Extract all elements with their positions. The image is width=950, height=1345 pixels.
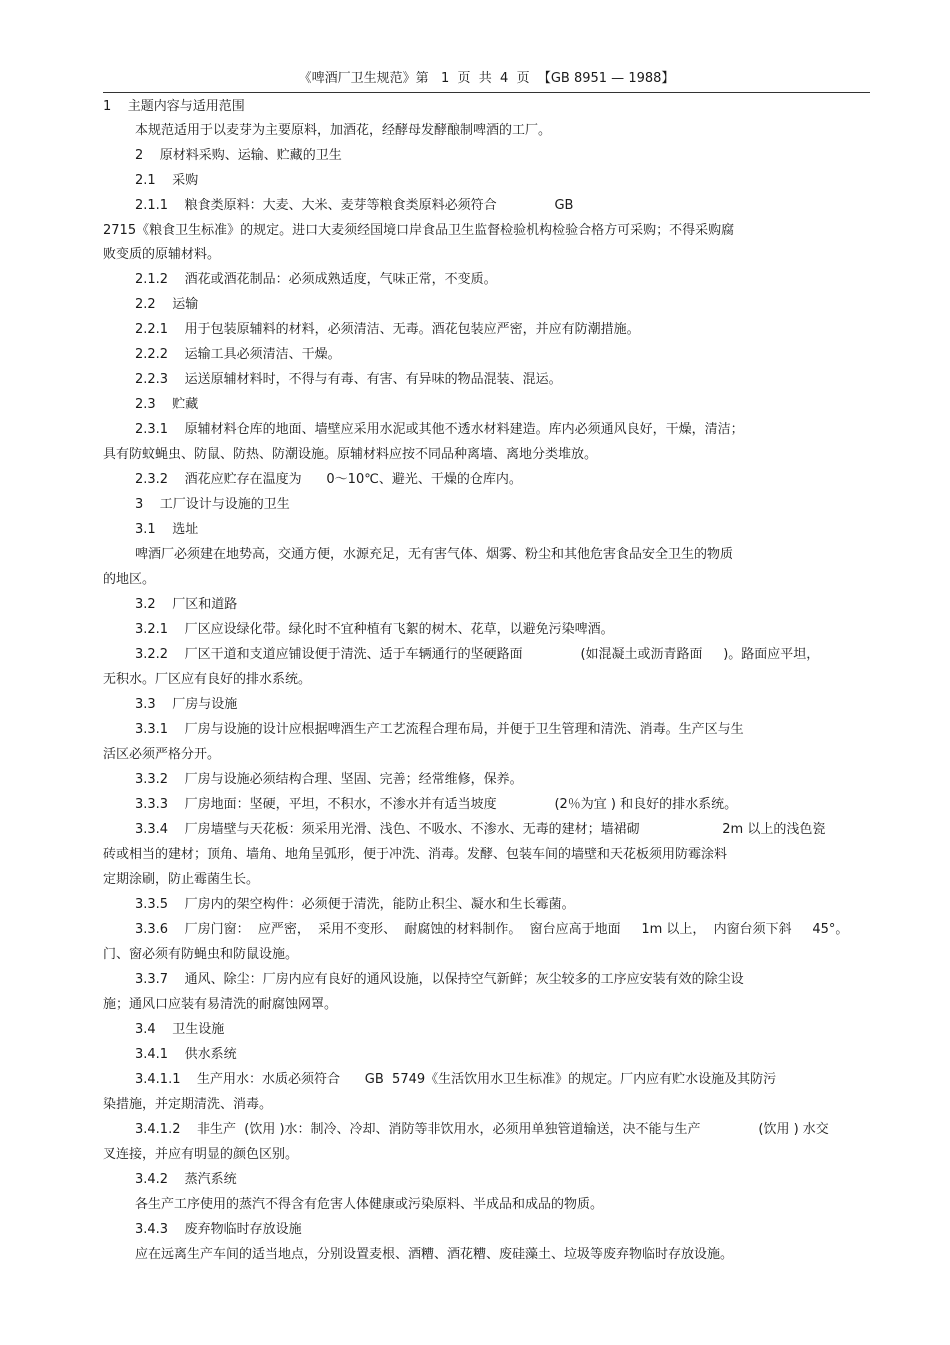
text-line: 染措施，并定期清洗、消毒。 bbox=[103, 1097, 273, 1112]
text-line: 应在远离生产车间的适当地点，分别设置麦根、酒糟、酒花糟、废硅藻土、垃圾等废弃物临时存放设施。 bbox=[135, 1247, 734, 1262]
text-line: 3.2.2 厂区干道和支道应铺设便于清洗、适于车辆通行的坚硬路面 (如混凝土或沥青路面 )。路面应平坦， bbox=[135, 647, 820, 662]
text-line: 2.2.3 运送原辅材料时，不得与有毒、有害、有异味的物品混装、混运。 bbox=[135, 372, 562, 387]
text-line: 2 原材料采购、运输、贮藏的卫生 bbox=[135, 148, 342, 163]
text-line: 无积水。厂区应有良好的排水系统。 bbox=[103, 672, 312, 687]
text-line: 门、窗必须有防蝇虫和防鼠设施。 bbox=[103, 947, 299, 962]
text-line: 活区必须严格分开。 bbox=[103, 747, 221, 762]
text-line: 3 工厂设计与设施的卫生 bbox=[135, 497, 290, 512]
text-line: 3.3 厂房与设施 bbox=[135, 697, 238, 712]
text-line: 3.4.1 供水系统 bbox=[135, 1047, 237, 1062]
text-line: 具有防蚊蝇虫、防鼠、防热、防潮设施。原辅材料应按不同品种离墙、离地分类堆放。 bbox=[103, 447, 598, 462]
text-line: 定期涂刷，防止霉菌生长。 bbox=[103, 872, 260, 887]
text-line: 3.3.7 通风、除尘：厂房内应有良好的通风设施，以保持空气新鲜；灰尘较多的工序应安装有效的除尘设 bbox=[135, 972, 744, 987]
text-line: 1 主题内容与适用范围 bbox=[103, 99, 245, 114]
page-header: 《啤酒厂卫生规范》第 1 页 共 4 页 【GB 8951 — 1988】 bbox=[298, 71, 675, 86]
header-rule bbox=[103, 92, 870, 93]
text-line: 2.3 贮藏 bbox=[135, 397, 199, 412]
text-line: 3.3.3 厂房地面：坚硬，平坦，不积水，不渗水并有适当坡度 (2％为宜 ) 和良好的排水系统。 bbox=[135, 797, 738, 812]
text-line: 叉连接，并应有明显的颜色区别。 bbox=[103, 1147, 299, 1162]
text-line: 3.3.1 厂房与设施的设计应根据啤酒生产工艺流程合理布局，并便于卫生管理和清洗、消毒。生产区与生 bbox=[135, 722, 744, 737]
text-line: 本规范适用于以麦芽为主要原料，加酒花，经酵母发酵酿制啤酒的工厂。 bbox=[135, 123, 552, 138]
text-line: 3.3.5 厂房内的架空构件：必须便于清洗，能防止积尘、凝水和生长霉菌。 bbox=[135, 897, 575, 912]
text-line: 2.2.1 用于包装原辅料的材料，必须清洁、无毒。酒花包装应严密，并应有防潮措施。 bbox=[135, 322, 640, 337]
text-line: 2.2 运输 bbox=[135, 297, 199, 312]
text-line: 砖或相当的建材；顶角、墙角、地角呈弧形，便于冲洗、消毒。发酵、包装车间的墙壁和天花板须用防霉涂料 bbox=[103, 847, 728, 862]
text-line: 各生产工序使用的蒸汽不得含有危害人体健康或污染原料、半成品和成品的物质。 bbox=[135, 1197, 604, 1212]
text-line: 3.4.1.2 非生产 (饮用 )水：制冷、冷却、消防等非饮用水，必须用单独管道输送，决不能与生产 (饮用 ) 水交 bbox=[135, 1122, 829, 1137]
text-line: 3.4 卫生设施 bbox=[135, 1022, 225, 1037]
text-line: 施；通风口应装有易清洗的耐腐蚀网罩。 bbox=[103, 997, 338, 1012]
text-line: 3.3.4 厂房墙壁与天花板：须采用光滑、浅色、不吸水、不渗水、无毒的建材；墙裙砌 2m 以上的浅色瓷 bbox=[135, 822, 826, 837]
text-line: 2.3.2 酒花应贮存在温度为 0～10℃、避光、干燥的仓库内。 bbox=[135, 472, 522, 487]
text-line: 3.1 选址 bbox=[135, 522, 199, 537]
text-line: 2.1.2 酒花或酒花制品：必须成熟适度，气味正常，不变质。 bbox=[135, 272, 497, 287]
text-line: 的地区。 bbox=[103, 572, 156, 587]
text-line: 败变质的原辅材料。 bbox=[103, 247, 221, 262]
text-line: 3.4.2 蒸汽系统 bbox=[135, 1172, 237, 1187]
text-line: 2715《粮食卫生标准》的规定。进口大麦须经国境口岸食品卫生监督检验机构检验合格方可采购；不得采购腐 bbox=[103, 223, 735, 238]
text-line: 3.4.3 废弃物临时存放设施 bbox=[135, 1222, 302, 1237]
text-line: 2.1.1 粮食类原料：大麦、大米、麦芽等粮食类原料必须符合 GB bbox=[135, 198, 574, 213]
text-line: 3.2 厂区和道路 bbox=[135, 597, 238, 612]
text-line: 2.3.1 原辅材料仓库的地面、墙壁应采用水泥或其他不透水材料建造。库内必须通风良好，干燥，清洁； bbox=[135, 422, 744, 437]
text-line: 2.2.2 运输工具必须清洁、干燥。 bbox=[135, 347, 341, 362]
text-line: 3.3.6 厂房门窗： 应严密， 采用不变形、 耐腐蚀的材料制作。 窗台应高于地面 1m 以上， 内窗台须下斜 45°。 bbox=[135, 922, 849, 937]
text-line: 3.4.1.1 生产用水：水质必须符合 GB 5749《生活饮用水卫生标准》的规定。厂内应有贮水设施及其防污 bbox=[135, 1072, 777, 1087]
text-line: 2.1 采购 bbox=[135, 173, 199, 188]
text-line: 3.3.2 厂房与设施必须结构合理、坚固、完善；经常维修，保养。 bbox=[135, 772, 523, 787]
text-line: 啤酒厂必须建在地势高，交通方便，水源充足，无有害气体、烟雾、粉尘和其他危害食品安全卫生的物质 bbox=[135, 547, 734, 562]
text-line: 3.2.1 厂区应设绿化带。绿化时不宜种植有飞絮的树木、花草，以避免污染啤酒。 bbox=[135, 622, 614, 637]
